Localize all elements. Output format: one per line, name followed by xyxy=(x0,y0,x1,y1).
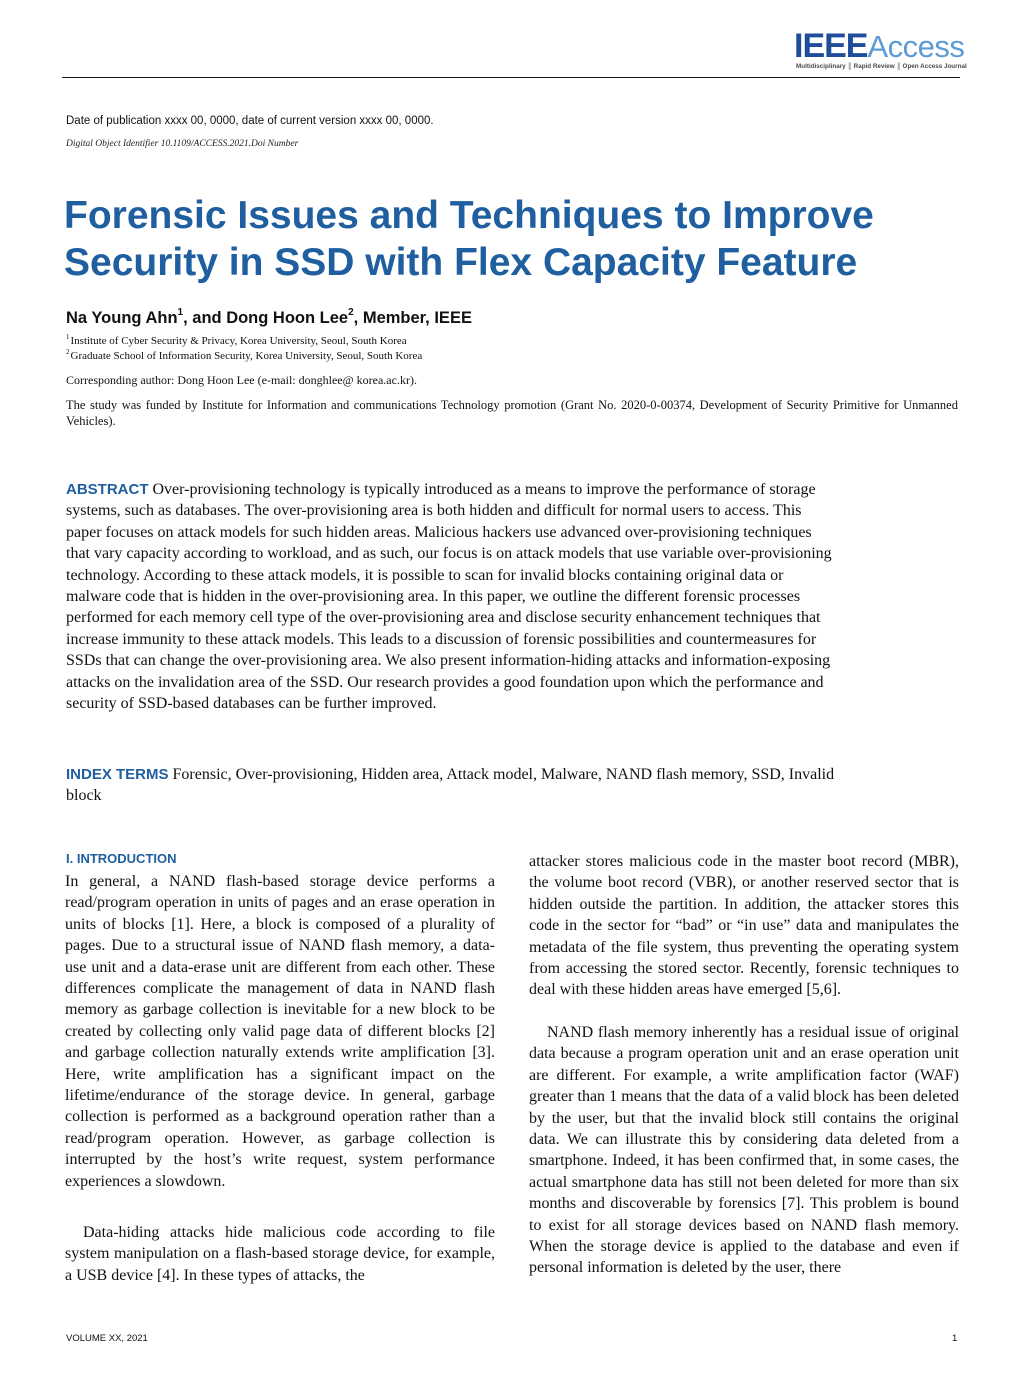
logo-access-text: Access xyxy=(867,29,965,64)
body-paragraph xyxy=(65,1222,495,1286)
body-paragraph xyxy=(529,851,959,1001)
affiliation-marker: 2 xyxy=(66,348,70,356)
abstract-label: ABSTRACT xyxy=(66,481,149,498)
page-number: 1 xyxy=(952,1333,958,1344)
paper-title: Forensic Issues and Techniques to Improve Security in SSD with Flex Capacity Feature xyxy=(64,194,874,284)
author-affiliation-marker: 1 xyxy=(177,307,184,318)
affiliation-1 xyxy=(66,333,407,347)
section-heading-introduction: I. INTRODUCTION xyxy=(66,851,177,866)
body-paragraph xyxy=(65,871,495,1192)
publication-date: Date of publication xxxx 00, 0000, date of current version xxxx 00, 0000. xyxy=(66,115,434,127)
affiliation-marker: 1 xyxy=(66,333,70,341)
author-name: Dong Hoon Lee xyxy=(226,309,349,327)
author-affiliation-marker: 2 xyxy=(348,307,354,318)
body-paragraph xyxy=(529,1022,959,1279)
index-terms-text: Forensic, Over-provisioning, Hidden area, Attack model, Malware, NAND flash memory, SSD, Invalid block xyxy=(66,766,835,805)
author-line xyxy=(66,307,472,328)
author-membership: , Member, IEEE xyxy=(353,309,472,327)
logo-tagline: Multidisciplinary ║ Rapid Review ║ Open Access Journal xyxy=(796,63,967,70)
paragraph-text: NAND flash memory inherently has a residual issue of original data because a program operation unit and an erase operation unit are different. For example, a write amplification factor (WAF) greater than 1 means that the data of a valid block has been deleted by the user, but that the invalid block still contains the original data. We can illustrate this by considering data deleted from a smartphone. Indeed, it has been confirmed that, in some cases, the actual smartphone data has still not been deleted for more than six months and discoverable by forensics [7]. This problem is bound to exist for all storage devices based on NAND flash memory. When the storage device is applied to the database and even if personal information is deleted by the user, there xyxy=(529,1024,959,1277)
affiliation-text: Graduate School of Information Security, Korea University, Seoul, South Korea xyxy=(70,350,423,362)
paragraph-text: Data-hiding attacks hide malicious code according to file system manipulation on a flash-based storage device, for example, a USB device [4]. In these types of attacks, the xyxy=(65,1224,495,1284)
doi-line: Digital Object Identifier 10.1109/ACCESS.2021.Doi Number xyxy=(66,139,299,149)
corresponding-author: Corresponding author: Dong Hoon Lee (e-mail: donghlee@ korea.ac.kr). xyxy=(66,373,417,387)
author-connector: , and xyxy=(183,309,227,327)
author-name: Na Young Ahn xyxy=(66,309,178,327)
paragraph-text: In general, a NAND flash-based storage device performs a read/program operation in units of pages and an erase operation in units of blocks [1]. Here, a block is composed of a plurality of pages. Due to a structural issue of NAND flash memory, a data-use unit and a data-erase unit are different from each other. These differences complicate the management of data in NAND flash memory as garbage collection is inevitable for a new block to be created by collecting only valid page data of different blocks [2] and garbage collection naturally extends write amplification [3]. Here, write amplification has a significant impact on the lifetime/endurance of the storage device. In general, garbage collection is performed as a background operation rather than a read/program operation. However, as garbage collection is interrupted by the host’s write request, system performance experiences a slowdown. xyxy=(65,873,495,1190)
header-rule xyxy=(62,77,960,78)
footer-volume: VOLUME XX, 2021 xyxy=(66,1333,148,1344)
affiliation-text: Institute of Cyber Security & Privacy, Korea University, Seoul, South Korea xyxy=(70,335,407,347)
paragraph-text: attacker stores malicious code in the master boot record (MBR), the volume boot record (VBR), or another reserved sector that is hidden outside the partition. In addition, the attacker stores this code in the sector for “bad” or “in use” data and manipulates the metadata of the file system, thus preventing the operating system from accessing the stored sector. Recently, forensic techniques to deal with these hidden areas have emerged [5,6]. xyxy=(529,853,959,999)
abstract-text: Over-provisioning technology is typically introduced as a means to improve the performance of storage systems, such as databases. The over-provisioning area is both hidden and difficult for normal users to access. This paper focuses on attack models for such hidden areas. Malicious hackers use advanced over-provisioning techniques that vary capacity according to workload, and as such, our focus is on attack models that use variable over-provisioning technology. According to these attack models, it is possible to scan for invalid blocks containing original data or malware code that is hidden in the over-provisioning area. In this paper, we outline the different forensic processes performed for each memory cell type of the over-provisioning area and disclose security enhancement techniques that increase immunity to these attack models. This leads to a discussion of forensic possibilities and countermeasures for SSDs that can change the over-provisioning area. We also present information-hiding attacks and information-exposing attacks on the invalidation area of the SSD. Our research provides a good foundation upon which the performance and security of SSD-based databases can be further improved. xyxy=(66,481,832,713)
logo-ieee-text: IEEE xyxy=(794,27,868,65)
funding-note: The study was funded by Institute for Information and communications Technology promotion (Grant No. 2020-0-00374, Development of Security Primitive for Unmanned Vehicles). xyxy=(66,398,958,428)
abstract xyxy=(66,479,836,714)
index-terms xyxy=(66,764,836,807)
index-terms-label: INDEX TERMS xyxy=(66,766,169,783)
affiliation-2 xyxy=(66,348,422,362)
